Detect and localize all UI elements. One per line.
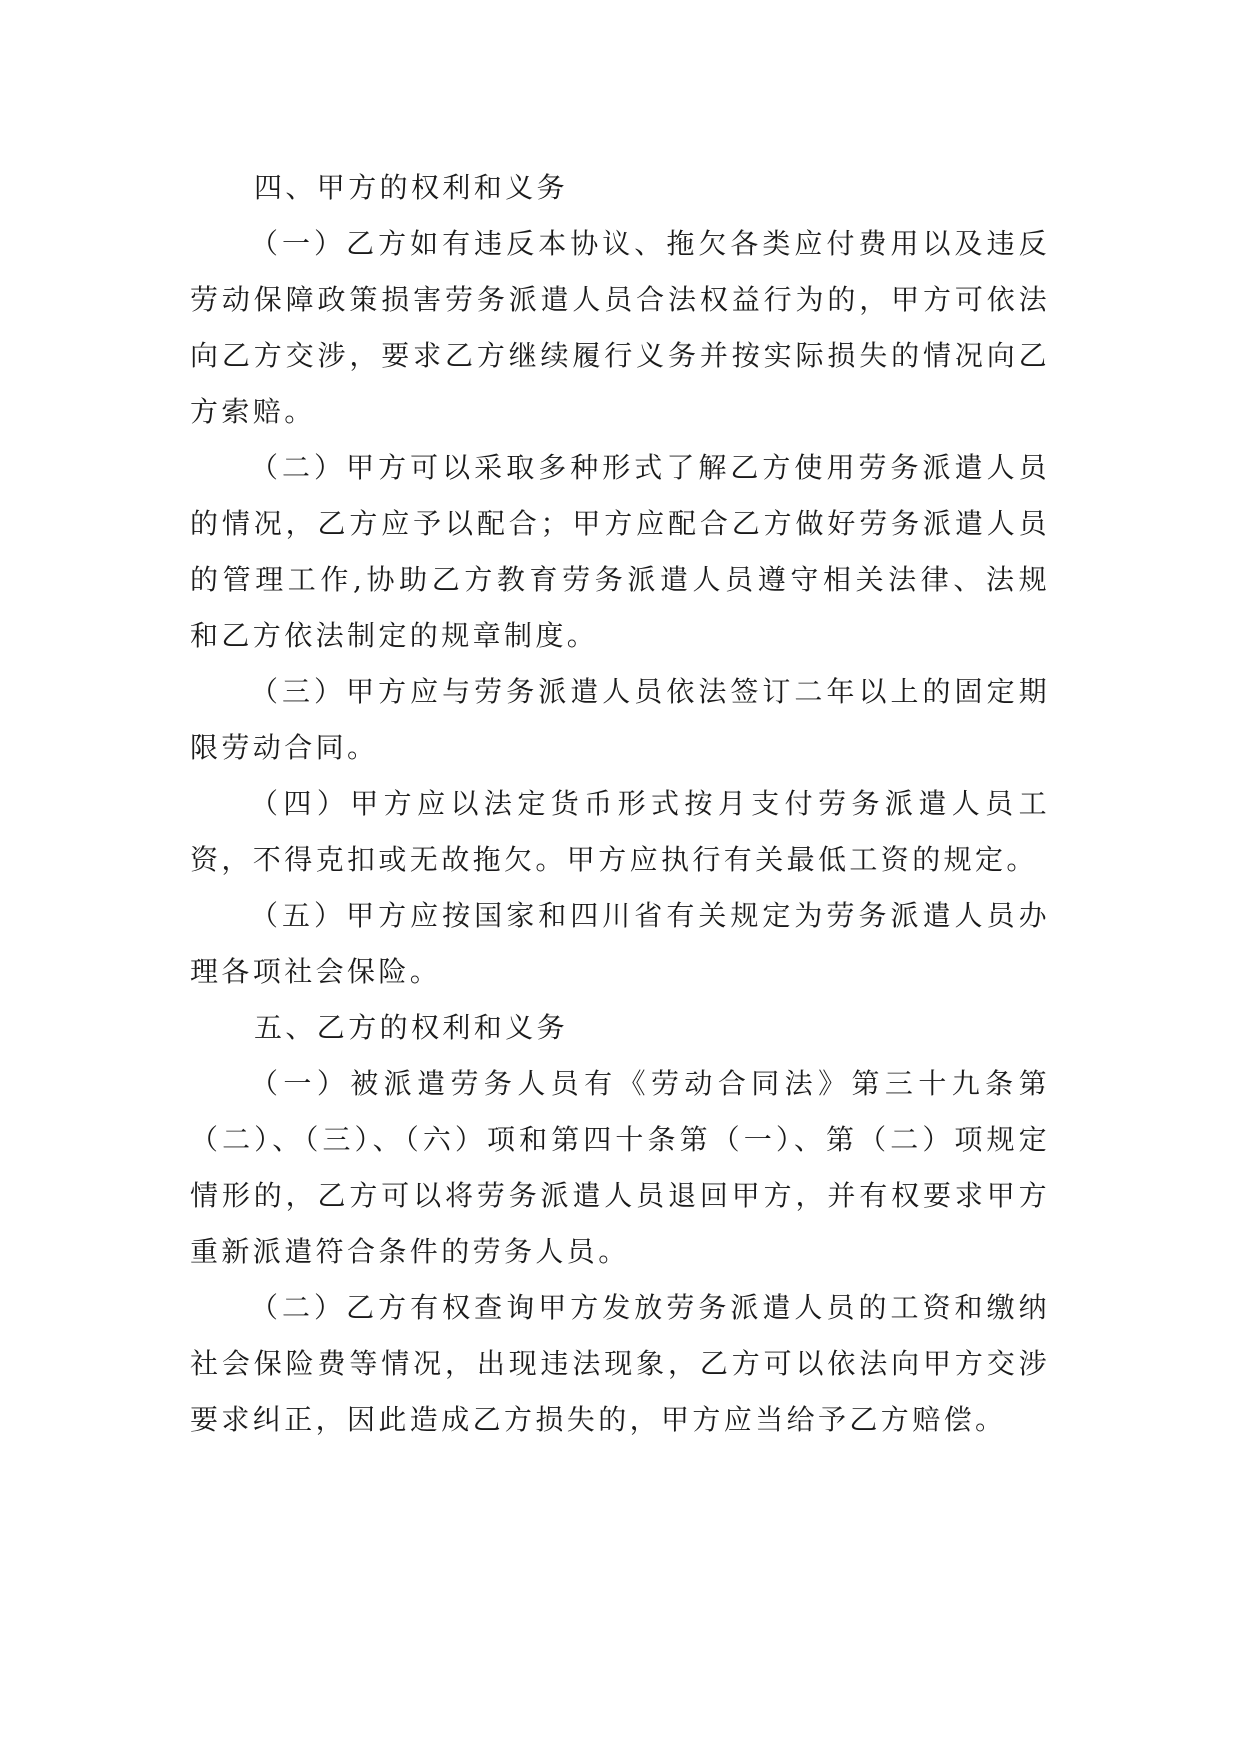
- clause-4-3: （三）甲方应与劳务派遣人员依法签订二年以上的固定期限劳动合同。: [190, 675, 1050, 764]
- clause-5-1: （一）被派遣劳务人员有《劳动合同法》第三十九条第（二）、（三）、（六）项和第四十条第（一）、第（二）项规定情形的，乙方可以将劳务派遣人员退回甲方，并有权要求甲方重新派遣符合条件的劳务人员。: [190, 1067, 1050, 1268]
- clause-4-1: （一）乙方如有违反本协议、拖欠各类应付费用以及违反劳动保障政策损害劳务派遣人员合法权益行为的，甲方可依法向乙方交涉，要求乙方继续履行义务并按实际损失的情况向乙方索赔。: [190, 227, 1050, 428]
- section-heading-4: 四、甲方的权利和义务: [254, 171, 569, 204]
- document-body: [190, 160, 1050, 1448]
- section-heading-5: 五、乙方的权利和义务: [254, 1011, 569, 1044]
- clause-4-2: （二）甲方可以采取多种形式了解乙方使用劳务派遣人员的情况，乙方应予以配合；甲方应配合乙方做好劳务派遣人员的管理工作,协助乙方教育劳务派遣人员遵守相关法律、法规和乙方依法制定的规章制度。: [190, 451, 1050, 652]
- clause-4-4: （四）甲方应以法定货币形式按月支付劳务派遣人员工资，不得克扣或无故拖欠。甲方应执行有关最低工资的规定。: [190, 787, 1050, 876]
- clause-5-2: （二）乙方有权查询甲方发放劳务派遣人员的工资和缴纳社会保险费等情况，出现违法现象，乙方可以依法向甲方交涉要求纠正，因此造成乙方损失的，甲方应当给予乙方赔偿。: [190, 1291, 1050, 1436]
- clause-4-5: （五）甲方应按国家和四川省有关规定为劳务派遣人员办理各项社会保险。: [190, 899, 1050, 988]
